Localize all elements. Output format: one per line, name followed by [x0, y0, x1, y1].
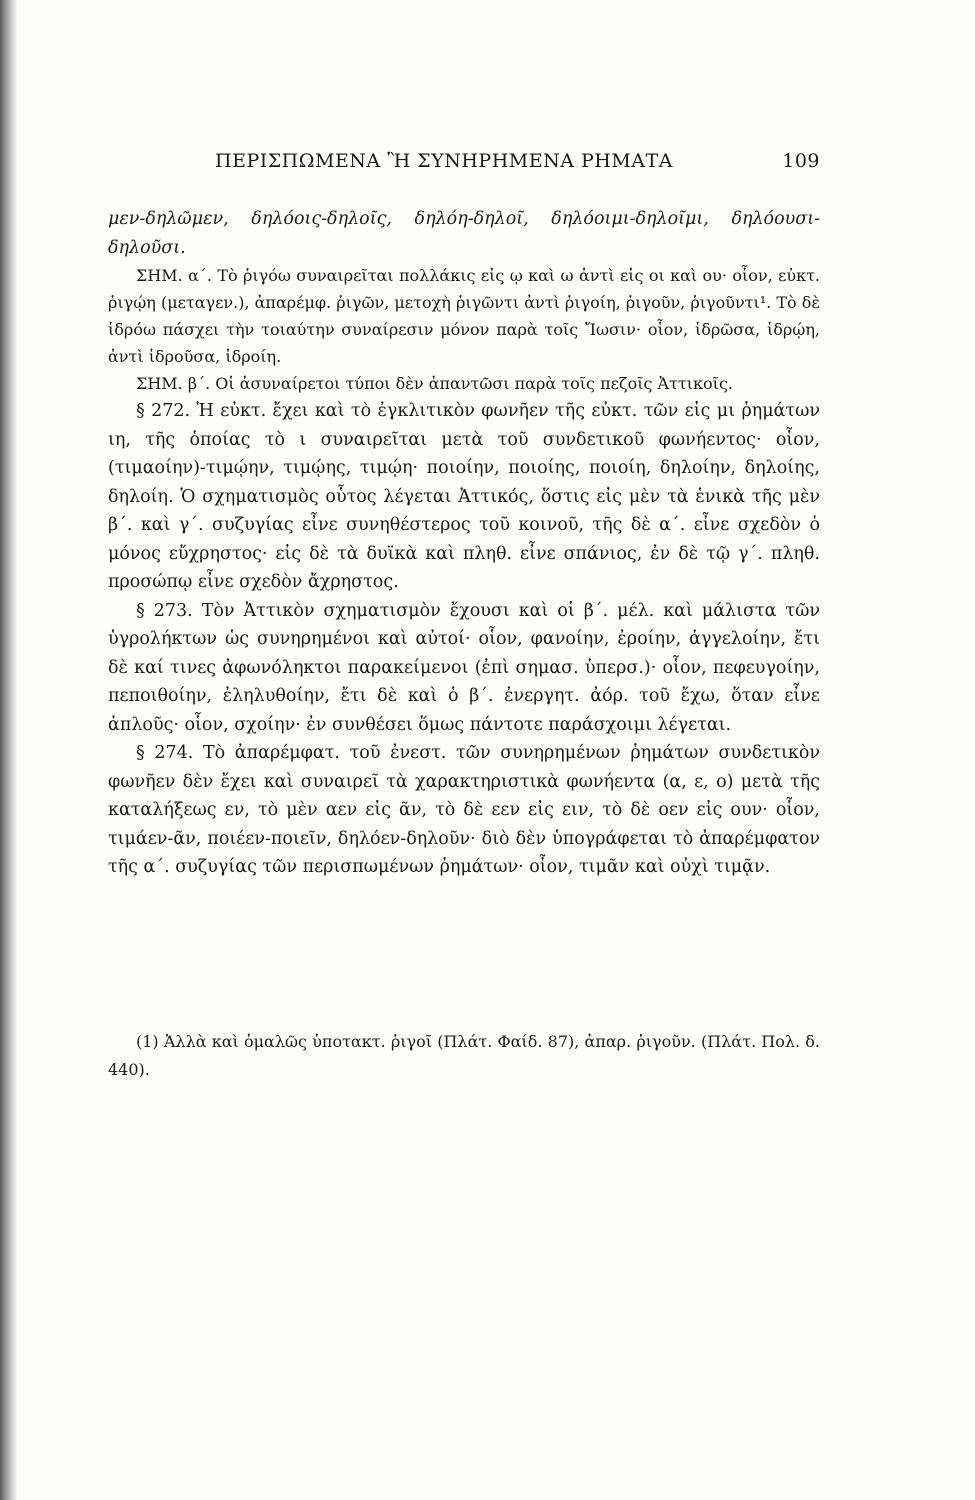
running-header: [105, 150, 820, 172]
footnote: (1) Ἀλλὰ καὶ ὁμαλῶς ὑποτακτ. ῥιγοῖ (Πλάτ. Φαίδ. 87), ἀπαρ. ῥιγοῦν. (Πλάτ. Πολ. δ. 440).: [108, 1032, 820, 1079]
section-274: § 274. Τὸ ἀπαρέμφατ. τοῦ ἐνεστ. τῶν συνηρημένων ῥημάτων συνδετικὸν φωνῆεν δὲν ἔχει καὶ συναιρεῖ τὰ χαρακτηριστικὰ φωνήεντα (α, ε, ο) μετὰ τῆς καταλήξεως εν, τὸ μὲν αεν εἰς ᾶν, τὸ δὲ εεν εἰς ειν, τὸ δὲ οεν εἰς ουν· οἷον, τιμάεν-ᾶν, ποιέεν-ποιεῖν, δηλόεν-δηλοῦν· διὸ δὲν ὑπογράφεται τὸ ἀπαρέμφατον τῆς α΄. συζυγίας τῶν περισπωμένων ῥημάτων· οἷον, τιμᾶν καὶ οὐχὶ τιμᾷν.: [108, 743, 820, 877]
page-number: 109: [782, 150, 820, 172]
section-273: § 273. Τὸν Ἀττικὸν σχηματισμὸν ἔχουσι καὶ οἱ β΄. μέλ. καὶ μάλιστα τῶν ὑγρολήκτων ὡς συνηρημένοι καὶ αὐτοί· οἷον, φανοίην, ἐροίην, ἀγγελοίην, ἔτι δὲ καί τινες ἀφωνόληκτοι παρακείμενοι (ἐπὶ σημασ. ὑπερσ.)· οἷον, πεφευγοίην, πεποιθοίην, ἐληλυθοίην, ἔτι δὲ καὶ ὁ β΄. ἐνεργητ. ἀόρ. τοῦ ἔχω, ὅταν εἶνε ἁπλοῦς· οἷον, σχοίην· ἐν συνθέσει ὅμως πάντοτε παράσχοιμι λέγεται.: [108, 600, 820, 735]
note-alpha: ΣΗΜ. α΄. Τὸ ῥιγόω συναιρεῖται πολλάκις εἰς ῳ καὶ ω ἀντὶ εἰς οι καὶ ου· οἷον, εὐκτ. ῥιγῴη (μεταγεν.), ἀπαρέμφ. ῥιγῶν, μετοχὴ ῥιγῶντι ἀντὶ ῥιγοίη, ῥιγοῦν, ῥιγοῦντι¹. Τὸ δὲ ἱδρόω πάσχει τὴν τοιαύτην συναίρεσιν μόνον παρὰ τοῖς Ἴωσιν· οἷον, ἱδρῶσα, ἱδρῴη, ἀντὶ ἱδροῦσα, ἱδροίη.: [108, 266, 820, 366]
page-body: [108, 205, 820, 882]
note-beta: ΣΗΜ. β΄. Οἱ ἀσυναίρετοι τύποι δὲν ἀπαντῶσι παρὰ τοῖς πεζοῖς Ἀττικοῖς.: [136, 374, 733, 393]
section-272: § 272. Ἡ εὐκτ. ἔχει καὶ τὸ ἐγκλιτικὸν φωνῆεν τῆς εὐκτ. τῶν εἰς μι ῥημάτων ιη, τῆς ὁποίας τὸ ι συναιρεῖται μετὰ τοῦ συνδετικοῦ φωνήεντος· οἷον, (τιμαοίην)-τιμῴην, τιμῴης, τιμῴη· ποιοίην, ποιοίης, ποιοίη, δηλοίην, δηλοίης, δηλοίη. Ὁ σχηματισμὸς οὗτος λέγεται Ἀττικός, ὅστις εἰς μὲν τὰ ἑνικὰ τῆς μὲν β΄. καὶ γ΄. συζυγίας εἶνε συνηθέστερος τοῦ κοινοῦ, τῆς δὲ α΄. εἶνε σχεδὸν ὁ μόνος εὔχρηστος· εἰς δὲ τὰ δυϊκὰ καὶ πληθ. εἶνε σπάνιος, ἐν δὲ τῷ γ΄. πληθ. προσώπῳ εἶνε σχεδὸν ἄχρηστος.: [108, 401, 820, 592]
running-title: ΠΕΡΙΣΠΩΜΕΝΑ Ἢ ΣΥΝΗΡΗΜΕΝΑ ΡΗΜΑΤΑ: [215, 150, 673, 172]
paragraph-conjugation-continued: μεν-δηλῶμεν, δηλόοις-δηλοῖς, δηλόη-δηλοῖ, δηλόοιμι-δηλοῖμι, δηλόουσι-δηλοῦσι.: [108, 209, 820, 258]
page-spine-shadow: [0, 0, 18, 1500]
